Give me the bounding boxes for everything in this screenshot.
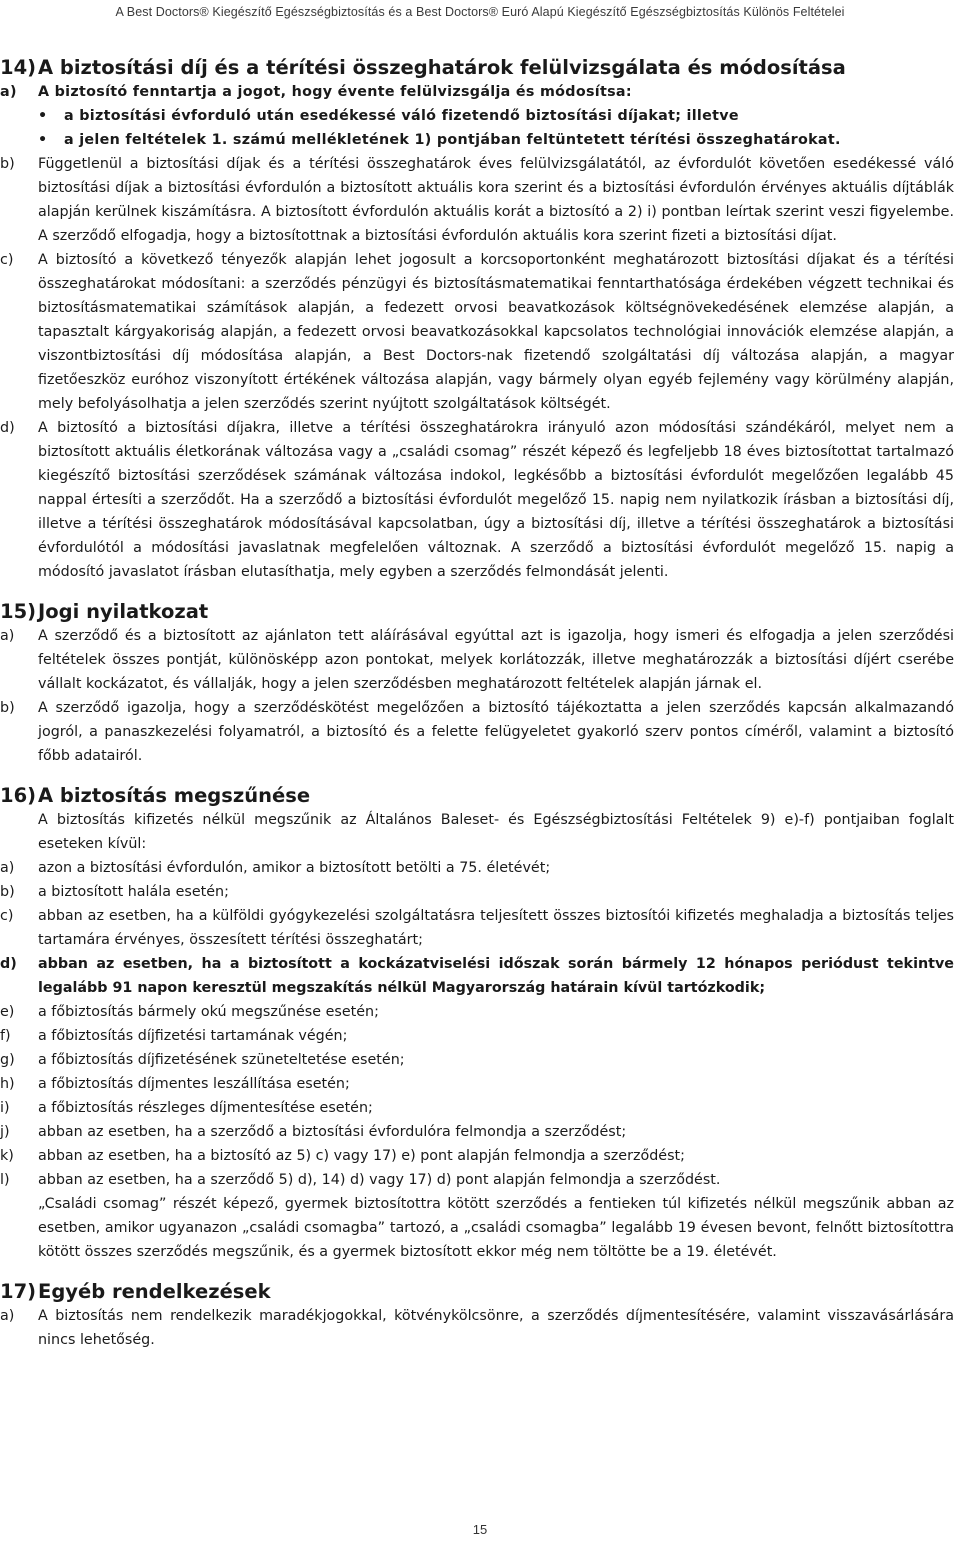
item-text: a főbiztosítás bármely okú megszűnése esetén; bbox=[38, 1004, 379, 1020]
item-label: d) bbox=[0, 420, 15, 436]
item-label: b) bbox=[0, 884, 15, 900]
item-text: A biztosítás nem rendelkezik maradékjogokkal, kötvénykölcsönre, a szerződés díjmentesítésére, valamint visszavásárlására nincs lehetőség. bbox=[38, 1308, 954, 1348]
section-17 bbox=[0, 1280, 954, 1352]
item-text: Függetlenül a biztosítási díjak és a térítési összeghatárok éves felülvizsgálatától, az évfordulót követően esedékessé váló biztosítási díjak a biztosítási évfordulón a biztosított aktuális kora szerint és a biztosítási évfordulón érvényes aktuális díjtáblák alapján kerülnek kiszámításra. A biztosított évfordulón aktuális korát a biztosító a 2) i) pontban leírtak szerint veszi figyelembe. A szerződő elfogadja, hogy a biztosítottnak a biztosítási évfordulón aktuális kora szerint fizeti a biztosítási díjat. bbox=[38, 156, 954, 244]
item-text: abban az esetben, ha a szerződő a biztosítási évfordulóra felmondja a szerződést; bbox=[38, 1124, 627, 1140]
list-item bbox=[0, 1120, 954, 1144]
section-15-heading bbox=[0, 600, 954, 624]
list-item bbox=[0, 904, 954, 952]
item-label: c) bbox=[0, 908, 14, 924]
list-item bbox=[0, 1096, 954, 1120]
list-item bbox=[0, 1000, 954, 1024]
document-body bbox=[0, 56, 960, 1352]
item-text: abban az esetben, ha a biztosító az 5) c) vagy 17) e) pont alapján felmondja a szerződést; bbox=[38, 1148, 685, 1164]
section-number: 14) bbox=[0, 56, 37, 79]
section-15 bbox=[0, 600, 954, 768]
item-text: A szerződő igazolja, hogy a szerződéskötést megelőzően a biztosító tájékoztatta a jelen szerződés kapcsán alkalmazandó jogról, a panaszkezelési folyamatról, a biztosító és a felette felügyeletet gyakorló szerv pontos címéről, valamint a biztosító főbb adatairól. bbox=[38, 700, 954, 764]
section-intro: A biztosítás kifizetés nélkül megszűnik az Általános Baleset- és Egészségbiztosítási Feltételek 9) e)-f) pontjaiban foglalt eseteken kívül: bbox=[38, 812, 954, 852]
item-text: abban az esetben, ha a külföldi gyógykezelési szolgáltatásra teljesített összes biztosítói kifizetés meghaladja a biztosítás teljes tartamára érvényes, összesített térítési összeghatárt; bbox=[38, 908, 954, 948]
section-title: A biztosítási díj és a térítési összeghatárok felülvizsgálata és módosítása bbox=[38, 56, 846, 79]
list-item bbox=[0, 1304, 954, 1352]
section-number: 17) bbox=[0, 1280, 37, 1303]
item-label: a) bbox=[0, 860, 15, 876]
bullet-text: a jelen feltételek 1. számú mellékletének 1) pontjában feltüntetett térítési összeghatárokat. bbox=[64, 132, 841, 148]
bullet-icon: • bbox=[38, 132, 48, 148]
item-label: a) bbox=[0, 84, 17, 100]
item-label: k) bbox=[0, 1148, 14, 1164]
item-text: A biztosító a következő tényezők alapján lehet jogosult a korcsoportonként meghatározott biztosítási díjakat és a térítési összeghatárokat módosítani: a szerződés pénzügyi és biztosításmatematikai fenntarthatósága érdekében végzett technikai és biztosításmatematikai számítások alapján, a fedezett orvosi beavatkozások költségnövekedésének elemzése alapján, a tapasztalt kárgyakoriság alapján, a fedezett orvosi beavatkozásokkal kapcsolatos technológiai innovációk elemzése alapján, a viszontbiztosítási díj módosítása alapján, a Best Doctors-nak fizetendő szolgáltatási díj változása alapján, a magyar fizetőeszköz euróhoz viszonyított értékének változása alapján, vagy bármely olyan egyéb fejlemény vagy körülmény alapján, mely befolyásolhatja a jelen szerződés szerint nyújtott szolgáltatások költségét. bbox=[38, 252, 954, 412]
item-text: A biztosító fenntartja a jogot, hogy évente felülvizsgálja és módosítsa: bbox=[38, 84, 632, 100]
section-16 bbox=[0, 784, 954, 1264]
item-label: a) bbox=[0, 628, 15, 644]
item-text: azon a biztosítási évfordulón, amikor a biztosított betölti a 75. életévét; bbox=[38, 860, 551, 876]
list-item bbox=[0, 1168, 954, 1192]
item-label: i) bbox=[0, 1100, 10, 1116]
item-text: A biztosító a biztosítási díjakra, illetve a térítési összeghatárokra irányuló azon módosítási szándékáról, melyet nem a biztosított aktuális életkorának változása vagy a „családi csomag” részét képező és legfeljebb 18 éves biztosítottat tartalmazó kiegészítő biztosítási szerződések számának változása indokol, legkésőbb a biztosítási évfordulót megelőzően legalább 45 nappal értesíti a szerződőt. Ha a szerződő a biztosítási évfordulót megelőző 15. napig nem nyilatkozik írásban a biztosítási díj, illetve a térítési összeghatárok módosításával kapcsolatban, úgy a biztosítási díj, illetve a térítési összeghatárok a biztosítási évfordulótól a módosítási javaslatnak megfelelően változnak. A szerződő a biztosítási évfordulót megelőző 15. napig a módosító javaslatot írásban elutasíthatja, mely egyben a szerződés felmondását jelenti. bbox=[38, 420, 954, 580]
list-item bbox=[0, 152, 954, 248]
item-text: a főbiztosítás díjfizetési tartamának végén; bbox=[38, 1028, 348, 1044]
list-item bbox=[0, 696, 954, 768]
item-label: a) bbox=[0, 1308, 15, 1324]
section-title: A biztosítás megszűnése bbox=[38, 784, 311, 807]
section-17-heading bbox=[0, 1280, 954, 1304]
list-item bbox=[0, 248, 954, 416]
item-label: j) bbox=[0, 1124, 10, 1140]
list-item bbox=[0, 80, 954, 104]
item-text: abban az esetben, ha a biztosított a kockázatviselési időszak során bármely 12 hónapos periódust tekintve legalább 91 napon keresztül megszakítás nélkül Magyarország határain kívül tartózkodik; bbox=[38, 956, 954, 996]
bullet-item bbox=[0, 104, 954, 128]
bullet-icon: • bbox=[38, 108, 48, 124]
item-text: A szerződő és a biztosított az ajánlaton tett aláírásával egyúttal azt is igazolja, hogy ismeri és elfogadja a jelen szerződési feltételek összes pontját, különösképp azon pontokat, melyek korlátozzák, illetve meghatározzák a biztosítási díjért cserébe vállalt kockázatot, és vállalják, hogy a jelen szerződésben meghatározott feltételek alapján járnak el. bbox=[38, 628, 954, 692]
list-item bbox=[0, 1072, 954, 1096]
item-label: b) bbox=[0, 700, 15, 716]
item-text: abban az esetben, ha a szerződő 5) d), 14) d) vagy 17) d) pont alapján felmondja a szerződést. bbox=[38, 1172, 721, 1188]
section-title: Jogi nyilatkozat bbox=[38, 600, 209, 623]
list-item bbox=[0, 952, 954, 1000]
item-label: h) bbox=[0, 1076, 15, 1092]
item-label: e) bbox=[0, 1004, 15, 1020]
page-number: 15 bbox=[472, 1522, 488, 1537]
item-label: l) bbox=[0, 1172, 10, 1188]
termination-list bbox=[0, 856, 954, 1192]
item-text: a biztosított halála esetén; bbox=[38, 884, 229, 900]
list-item bbox=[0, 1024, 954, 1048]
list-item bbox=[0, 416, 954, 584]
item-label: g) bbox=[0, 1052, 15, 1068]
list-item bbox=[0, 1048, 954, 1072]
item-label: f) bbox=[0, 1028, 11, 1044]
running-header: A Best Doctors® Kiegészítő Egészségbiztosítás és a Best Doctors® Euró Alapú Kiegészítő Egészségbiztosítás Különös Feltételei bbox=[115, 5, 845, 19]
bullet-item bbox=[0, 128, 954, 152]
list-item bbox=[0, 624, 954, 696]
list-item bbox=[0, 1144, 954, 1168]
section-number: 16) bbox=[0, 784, 37, 807]
section-14 bbox=[0, 56, 954, 584]
section-closing: „Családi csomag” részét képező, gyermek biztosítottra kötött szerződés a fentieken túl kifizetés nélkül megszűnik abban az esetben, amikor ugyanazon „családi csomagba” tartozó, a „családi csomagba” legalább 19 évesen bevont, felnőtt biztosítottra kötött összes szerződés megszűnik, és a gyermek biztosított ekkor még nem töltötte be a 19. életévét. bbox=[38, 1196, 954, 1260]
section-14-heading bbox=[0, 56, 954, 80]
item-text: a főbiztosítás díjfizetésének szüneteltetése esetén; bbox=[38, 1052, 405, 1068]
list-item bbox=[0, 856, 954, 880]
section-number: 15) bbox=[0, 600, 37, 623]
item-label: c) bbox=[0, 252, 14, 268]
section-16-heading bbox=[0, 784, 954, 808]
list-item bbox=[0, 880, 954, 904]
item-text: a főbiztosítás díjmentes leszállítása esetén; bbox=[38, 1076, 350, 1092]
section-title: Egyéb rendelkezések bbox=[38, 1280, 271, 1303]
bullet-text: a biztosítási évforduló után esedékessé váló fizetendő biztosítási díjakat; illetve bbox=[64, 108, 739, 124]
item-label: b) bbox=[0, 156, 15, 172]
item-text: a főbiztosítás részleges díjmentesítése esetén; bbox=[38, 1100, 373, 1116]
item-label: d) bbox=[0, 956, 17, 972]
